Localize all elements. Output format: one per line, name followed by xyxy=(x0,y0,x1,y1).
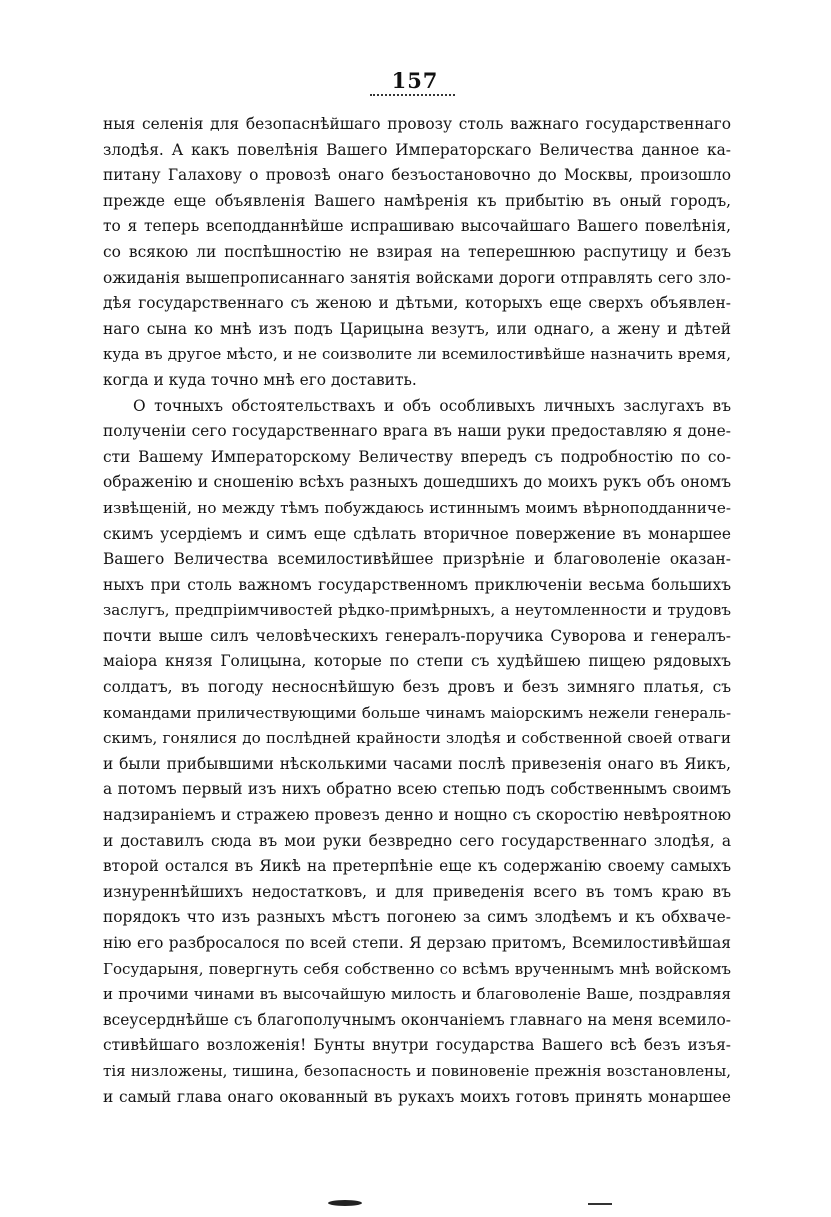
text-line: Вашего Величества всемилостивѣйшее призрѣніе и благоволеніе оказан- xyxy=(103,550,731,569)
text-line: наго сына ко мнѣ изъ подъ Царицына везутъ, или однаго, а жену и дѣтей xyxy=(103,319,731,338)
text-line: извѣщеній, но между тѣмъ побуждаюсь истиннымъ моимъ вѣрноподданниче- xyxy=(103,498,731,517)
text-line: и самый глава онаго окованный въ рукахъ моихъ готовъ принять монаршее xyxy=(103,1087,731,1106)
text-line: со всякою ли поспѣшностію не взирая на теперешнюю распутицу и безъ xyxy=(103,242,731,261)
text-line: скимъ усердіемъ и симъ еще сдѣлать вторичное повержение въ монаршее xyxy=(103,524,731,543)
text-line: всеусерднѣйше съ благополучнымъ окончаніемъ главнаго на меня всемило- xyxy=(103,1010,731,1029)
paragraph-start-line: О точныхъ обстоятельствахъ и объ особливыхъ личныхъ заслугахъ въ xyxy=(133,396,731,415)
text-line: ныя селенія для безопаснѣйшаго провозу столь важнаго государственнаго xyxy=(103,115,731,133)
text-line: второй остался въ Яикѣ на претерпѣніе еще къ содержанію своему самыхъ xyxy=(103,857,731,876)
text-line: сти Вашему Императорскому Величеству впередъ съ подробностію по со- xyxy=(103,447,731,466)
text-line: ныхъ при столь важномъ государственномъ приключеніи весьма большихъ xyxy=(103,575,731,594)
text-line: ожиданія вышепрописаннаго занятія войсками дороги отправлять сего зло- xyxy=(103,268,731,287)
footer-ink-mark xyxy=(328,1200,362,1206)
text-line: почти выше силъ человѣческихъ генералъ-поручика Суворова и генералъ- xyxy=(103,626,731,645)
text-line: и были прибывшими нѣсколькими часами послѣ привезенія онаго въ Яикъ, xyxy=(103,754,731,773)
text-line: изнуреннѣйшихъ недостатковъ, и для приведенія всего въ томъ краю въ xyxy=(103,882,731,901)
text-line: Государыня, повергнуть себя собственно со всѣмъ врученнымъ мнѣ войскомъ xyxy=(103,959,731,978)
text-line: прежде еще объявленія Вашего намѣренія къ прибытію въ оный городъ, xyxy=(103,191,731,210)
text-line: и прочими чинами въ высочайшую милость и благоволеніе Ваше, поздравляя xyxy=(103,985,731,1004)
text-line: полученіи сего государственнаго врага въ наши руки предоставляю я доне- xyxy=(103,422,731,441)
header-rule xyxy=(370,94,455,96)
text-line: то я теперь всеподданнѣйше испрашиваю высочайшаго Вашего повелѣнія, xyxy=(103,217,731,236)
text-line: стивѣйшаго возложенія! Бунты внутри государства Вашего всѣ безъ изъя- xyxy=(103,1036,731,1055)
text-line: командами приличествующими больше чинамъ маіорскимъ нежели генераль- xyxy=(103,703,731,722)
text-line: злодѣя. А какъ повелѣнія Вашего Императорскаго Величества данное ка- xyxy=(103,140,731,159)
text-line: маіора князя Голицына, которые по степи съ худѣйшею пищею рядовыхъ xyxy=(103,652,731,671)
text-line: скимъ, гонялися до послѣдней крайности злодѣя и собственной своей отваги xyxy=(103,729,731,748)
text-line: порядокъ что изъ разныхъ мѣстъ погонею за симъ злодѣемъ и къ обхваче- xyxy=(103,908,731,927)
text-line: ображенію и сношенію всѣхъ разныхъ дошедшихъ до моихъ рукъ объ ономъ xyxy=(103,473,731,492)
text-line: надзираніемъ и стражею провезъ денно и нощно съ скоростію невѣроятною xyxy=(103,806,731,825)
text-line: заслугъ, предпріимчивостей рѣдко-примѣрныхъ, а неутомленности и трудовъ xyxy=(103,601,731,620)
text-line: солдатъ, въ погоду несноснѣйшую безъ дровъ и безъ зимняго платья, съ xyxy=(103,678,731,697)
text-line: нію его разбросалося по всей степи. Я дерзаю притомъ, Всемилостивѣйшая xyxy=(103,934,731,952)
text-line: тія низложены, тишина, безопасность и повиновеніе прежнія возстановлены, xyxy=(103,1061,731,1080)
text-line: питану Галахову о провозѣ онаго безъостановочно до Москвы, произошло xyxy=(103,166,731,185)
text-line: куда въ другое мѣсто, и не соизволите ли всемилостивѣйше назначить время, xyxy=(103,345,731,364)
text-line: дѣя государственнаго съ женою и дѣтьми, которыхъ еще сверхъ объявлен- xyxy=(103,294,731,313)
text-line: и доставилъ сюда въ мои руки безвредно сего государственнаго злодѣя, а xyxy=(103,831,731,850)
page-number: 157 xyxy=(391,68,439,93)
footer-ink-mark xyxy=(588,1203,612,1205)
text-line: а потомъ первый изъ нихъ обратно всею степью подъ собственнымъ своимъ xyxy=(103,780,731,799)
paragraph-end-line: когда и куда точно мнѣ его доставить. xyxy=(103,370,417,389)
body-text xyxy=(103,112,731,1110)
